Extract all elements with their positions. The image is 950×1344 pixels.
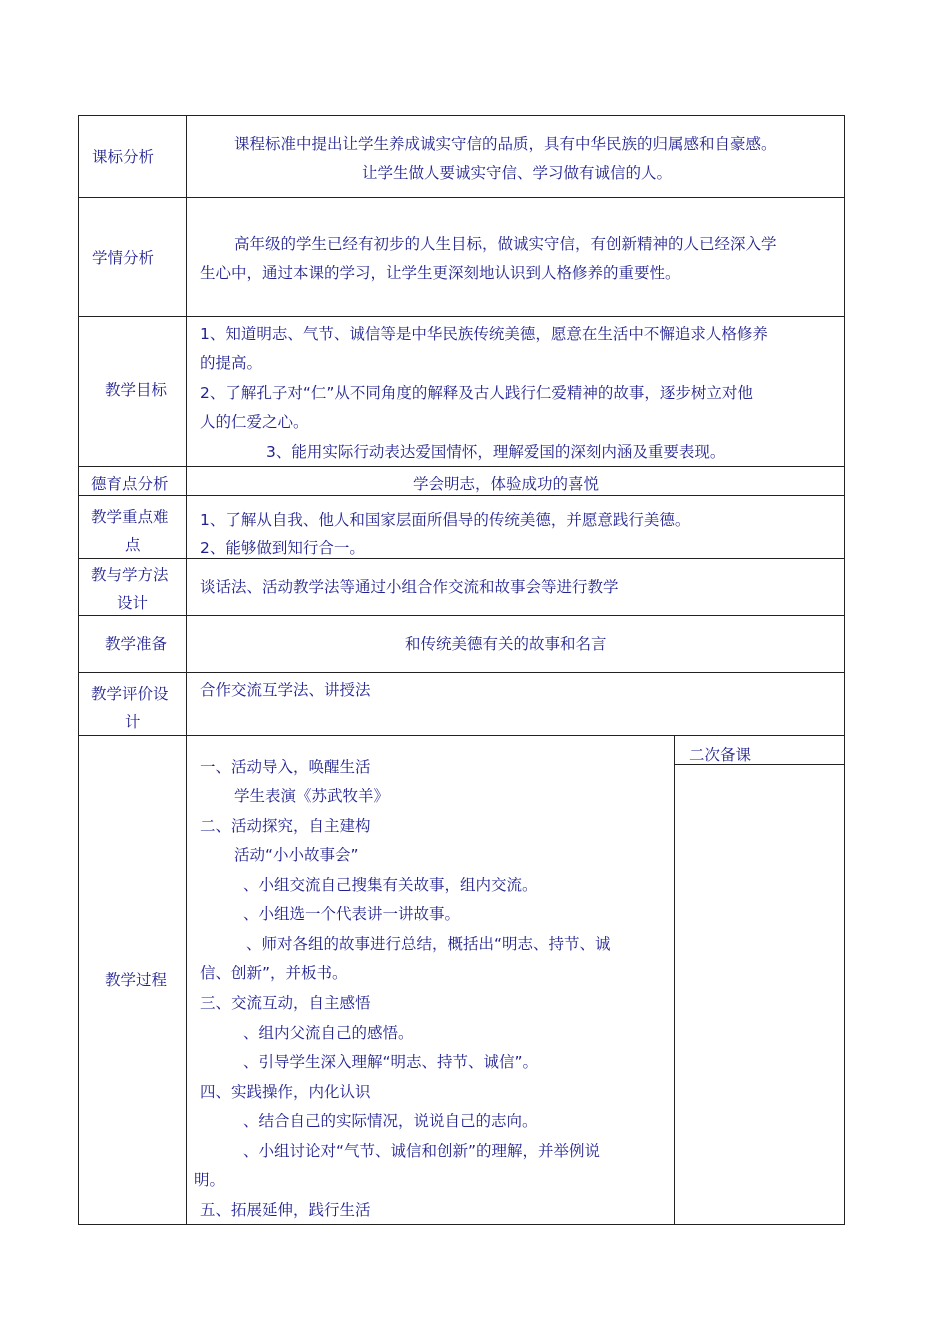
row-label-pingjia-2: 计: [125, 713, 141, 731]
mubiao-line-4: 人的仁爱之心。: [200, 413, 309, 431]
zhunbei-content: 和传统美德有关的故事和名言: [405, 635, 607, 653]
guocheng-line-12: 四、实践操作，内化认识: [200, 1083, 371, 1101]
mubiao-line-1: 1、知道明志、气节、诚信等是中华民族传统美德，愿意在生活中不懈追求人格修养: [200, 325, 768, 343]
row-divider: [78, 558, 845, 559]
mubiao-line-3: 2、了解孔子对“仁”从不同角度的解释及古人践行仁爱精神的故事，逐步树立对他: [200, 384, 753, 402]
xueqing-line-1: 高年级的学生已经有初步的人生目标，做诚实守信，有创新精神的人已经深入学: [234, 235, 777, 253]
row-label-kebiao: 课标分析: [92, 148, 155, 166]
label-column-divider: [186, 115, 187, 1225]
row-label-zhunbei: 教学准备: [105, 635, 168, 653]
zhongdian-line-1: 1、了解从自我、他人和国家层面所倡导的传统美德，并愿意践行美德。: [200, 511, 691, 529]
guocheng-line-14: 、小组讨论对“气节、诚信和创新”的理解，并举例说: [243, 1142, 601, 1160]
guocheng-line-8: 信、创新”，并板书。: [200, 964, 348, 982]
kebiao-line-2: 让学生做人要诚实守信、学习做有诚信的人。: [362, 164, 673, 182]
row-divider: [78, 735, 845, 736]
row-label-xueqing: 学情分析: [92, 249, 155, 267]
mubiao-line-2: 的提高。: [200, 354, 263, 372]
xueqing-line-2: 生心中，通过本课的学习，让学生更深刻地认识到人格修养的重要性。: [200, 264, 681, 282]
guocheng-line-11: 、引导学生深入理解“明志、持节、诚信”。: [243, 1053, 539, 1071]
row-label-guocheng: 教学过程: [105, 971, 168, 989]
side-column-divider: [674, 735, 675, 1225]
deyu-content: 学会明志，体验成功的喜悦: [413, 475, 600, 493]
row-divider: [78, 197, 845, 198]
row-label-deyu: 德育点分析: [91, 475, 169, 493]
side-header-second-prep: 二次备课: [689, 746, 752, 764]
mubiao-line-5: 3、能用实际行动表达爱国情怀，理解爱国的深刻内涵及重要表现。: [266, 443, 726, 461]
guocheng-line-3: 二、活动探究，自主建构: [200, 817, 371, 835]
guocheng-line-5: 、小组交流自己搜集有关故事，组内交流。: [243, 876, 538, 894]
guocheng-line-6: 、小组选一个代表讲一讲故事。: [243, 905, 461, 923]
row-label-pingjia-1: 教学评价设: [91, 685, 169, 703]
pingjia-content: 合作交流互学法、讲授法: [200, 681, 371, 699]
zhongdian-line-2: 2、能够做到知行合一。: [200, 539, 365, 557]
guocheng-line-7: 、师对各组的故事进行总结，概括出“明志、持节、诚: [246, 935, 611, 953]
guocheng-line-2: 学生表演《苏武牧羊》: [234, 787, 390, 805]
row-divider: [78, 615, 845, 616]
guocheng-line-4: 活动“小小故事会”: [234, 846, 359, 864]
row-label-mubiao: 教学目标: [105, 381, 168, 399]
guocheng-line-9: 三、交流互动，自主感悟: [200, 994, 371, 1012]
kebiao-line-1: 课程标准中提出让学生养成诚实守信的品质，具有中华民族的归属感和自豪感。: [234, 135, 777, 153]
row-label-zhongdian-1: 教学重点难: [91, 508, 169, 526]
guocheng-line-10: 、组内父流自己的感悟。: [243, 1024, 414, 1042]
guocheng-line-16: 五、拓展延伸，践行生活: [200, 1201, 371, 1219]
guocheng-line-15: 明。: [194, 1171, 226, 1189]
row-label-zhongdian-2: 点: [125, 536, 141, 554]
guocheng-line-1: 一、活动导入，唤醒生活: [200, 758, 371, 776]
row-label-fangfa-2: 设计: [117, 594, 149, 612]
guocheng-line-13: 、结合自己的实际情况，说说自己的志向。: [243, 1112, 538, 1130]
row-divider: [78, 316, 845, 317]
fangfa-content: 谈话法、活动教学法等通过小组合作交流和故事会等进行教学: [200, 578, 619, 596]
row-divider: [78, 672, 845, 673]
row-label-fangfa-1: 教与学方法: [91, 566, 169, 584]
